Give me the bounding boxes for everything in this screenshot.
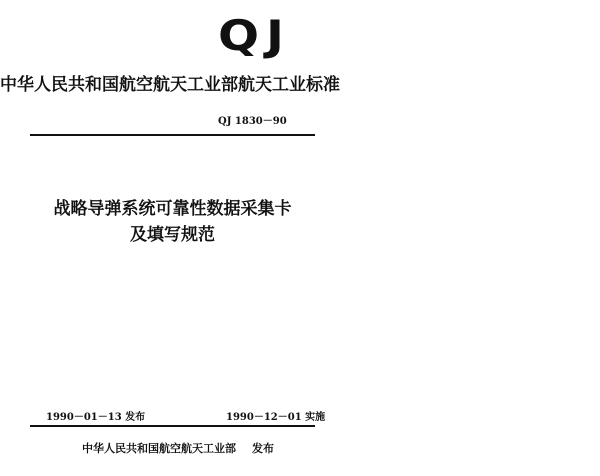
standard-number: QJ 1830－90 — [218, 116, 287, 127]
document-title-line-2: 及填写规范 — [130, 225, 215, 245]
publisher-line — [82, 440, 274, 456]
standard-logo: QJ — [218, 11, 291, 60]
implementation-date: 1990－12－01 实施 — [226, 412, 326, 423]
publisher-name: 中华人民共和国航空航天工业部 — [82, 442, 236, 455]
document-title — [0, 196, 345, 248]
top-divider — [30, 134, 315, 136]
bottom-divider — [30, 425, 315, 427]
document-title-line-1: 战略导弹系统可靠性数据采集卡 — [53, 199, 292, 219]
publisher-verb: 发布 — [252, 442, 274, 455]
issue-date: 1990－01－13 发布 — [46, 412, 146, 423]
header-title: 中华人民共和国航空航天工业部航天工业标准 — [0, 75, 340, 95]
